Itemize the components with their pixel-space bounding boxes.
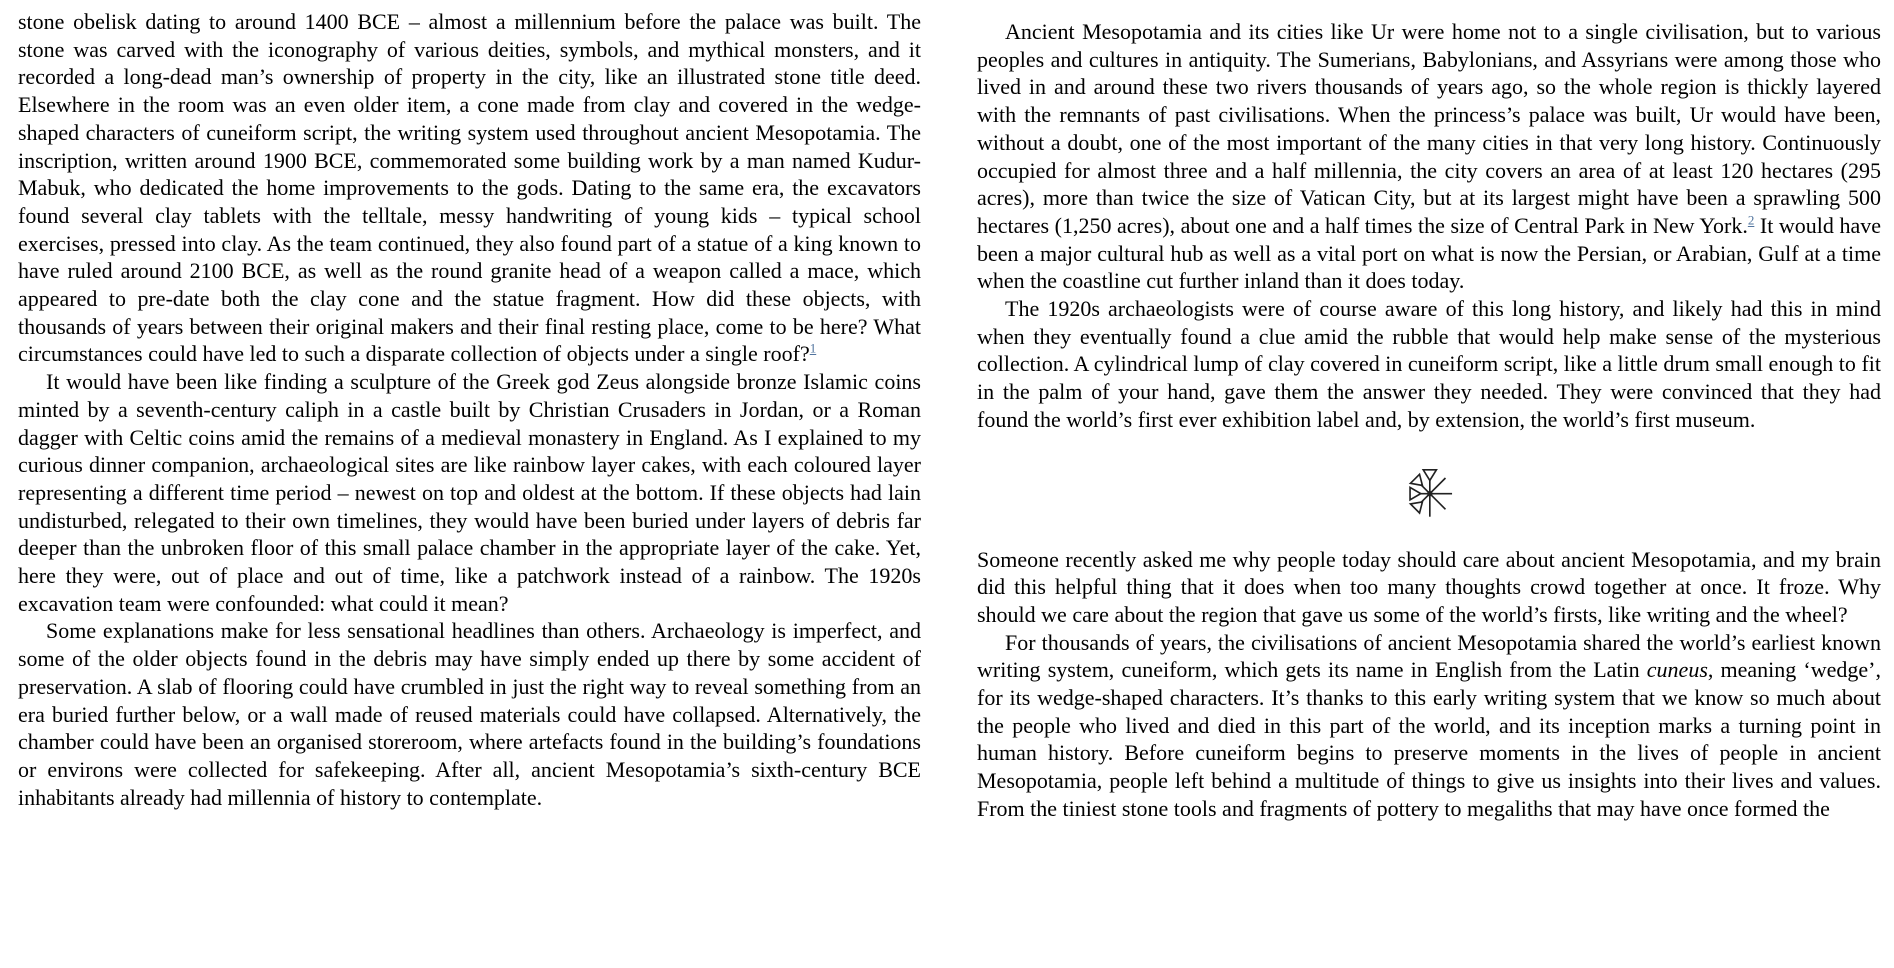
paragraph xyxy=(18,8,921,368)
cuneiform-star-icon xyxy=(1404,464,1454,520)
paragraph xyxy=(18,617,921,811)
left-page-column xyxy=(18,0,921,811)
paragraph-text: Someone recently asked me why people today should care about ancient Mesopotamia, and my brain did this helpful thing that it does when too many thoughts crowd together at once. It froze. Why should we care about the region that gave us some of the world’s firsts, like writing and the wheel? xyxy=(977,546,1881,627)
paragraph-text: stone obelisk dating to around 1400 BCE – almost a millennium before the palace was built. The stone was carved with the iconography of various deities, symbols, and mythical monsters, and it recorded a long-dead man’s ownership of property in the city, like an illustrated stone title deed. Elsewhere in the room was an even older item, a cone made from clay and covered in the wedge-shaped characters of cuneiform script, the writing system used throughout ancient Mesopotamia. The inscription, written around 1900 BCE, commemorated some building work by a man named Kudur-Mabuk, who dedicated the home improvements to the gods. Dating to the same era, the excavators found several clay tablets with the telltale, messy handwriting of young kids – typical school exercises, pressed into clay. As the team continued, they also found part of a statue of a king known to have ruled around 2100 BCE, as well as the round granite head of a weapon called a mace, which appeared to pre-date both the clay cone and the statue fragment. How did these objects, with thousands of years between their original makers and their final resting place, come to be here? What circumstances could have led to such a disparate collection of objects under a single roof? xyxy=(18,9,921,367)
right-page-column xyxy=(977,0,1881,823)
paragraph xyxy=(977,295,1881,434)
paragraph-text: Ancient Mesopotamia and its cities like Ur were home not to a single civilisation, but to various peoples and cultures in antiquity. The Sumerians, Babylonians, and Assyrians were among those who lived in and around these two rivers thousands of years ago, so the whole region is thickly layered with the remnants of past civilisations. When the princess’s palace was built, Ur would have been, without a doubt, one of the most important of the many cities in that very long history. Continuously occupied for almost three and a half millennia, the city covers an area of at least 120 hectares (295 acres), more than twice the size of Vatican City, but at its largest might have been a sprawling 500 hectares (1,250 acres), about one and a half times the size of Central Park in New York. xyxy=(977,19,1881,238)
paragraph-text: It would have been like finding a sculpture of the Greek god Zeus alongside bronze Islamic coins minted by a seventh-century caliph in a castle built by Christian Crusaders in Jordan, or a Roman dagger with Celtic coins amid the remains of a medieval monastery in England. As I explained to my curious dinner companion, archaeological sites are like rainbow layer cakes, with each coloured layer representing a different time period – newest on top and oldest at the bottom. If these objects had lain undisturbed, relegated to their own timelines, they would have been buried under layers of debris far deeper than the unbroken floor of this small palace chamber in the appropriate layer of the cake. Yet, here they were, out of place and out of time, like a patchwork instead of a rainbow. The 1920s excavation team were confounded: what could it mean? xyxy=(18,369,921,616)
footnote-link-2[interactable]: 2 xyxy=(1747,212,1755,228)
paragraph xyxy=(977,546,1881,629)
paragraph xyxy=(18,368,921,617)
paragraph-text: Some explanations make for less sensational headlines than others. Archaeology is imperfect, and some of the older objects found in the debris may have simply ended up there by some accident of preservation. A slab of flooring could have crumbled in just the right way to reveal something from an era buried further below, or a wall made of reused materials could have collapsed. Alternatively, the chamber could have been an organised storeroom, where artefacts found in the building’s foundations or environs were collected for safekeeping. After all, ancient Mesopotamia’s sixth-century BCE inhabitants already had millennia of history to contemplate. xyxy=(18,618,921,810)
footnote-link-1[interactable]: 1 xyxy=(809,341,817,357)
paragraph-text: , meaning ‘wedge’, for its wedge-shaped characters. It’s thanks to this early writing system that we know so much about the people who lived and died in this part of the world, and its inception marks a turning point in human history. Before cuneiform begins to preserve moments in the lives of people in ancient Mesopotamia, people left behind a multitude of things to give us insights into their lives and values. From the tiniest stone tools and fragments of pottery to megaliths that may have once formed the xyxy=(977,657,1881,821)
paragraph-text: It would have been a major cultural hub as well as a vital port on what is now the Persian, or Arabian, Gulf at a time when the coastline cut further inland than it does today. xyxy=(977,212,1882,294)
paragraph-text: For thousands of years, the civilisations of ancient Mesopotamia shared the world’s earliest known writing system, cuneiform, which gets its name in English from the Latin xyxy=(977,629,1881,683)
section-break xyxy=(977,460,1881,524)
paragraph xyxy=(977,18,1881,295)
paragraph xyxy=(977,629,1881,823)
latin-term: cuneus xyxy=(1646,657,1708,683)
paragraph-text: The 1920s archaeologists were of course aware of this long history, and likely had this in mind when they eventually found a clue amid the rubble that would help make sense of the mysterious collection. A cylindrical lump of clay covered in cuneiform script, like a little drum small enough to fit in the palm of your hand, gave them the answer they needed. They were convinced that they had found the world’s first ever exhibition label and, by extension, the world’s first museum. xyxy=(977,296,1881,432)
